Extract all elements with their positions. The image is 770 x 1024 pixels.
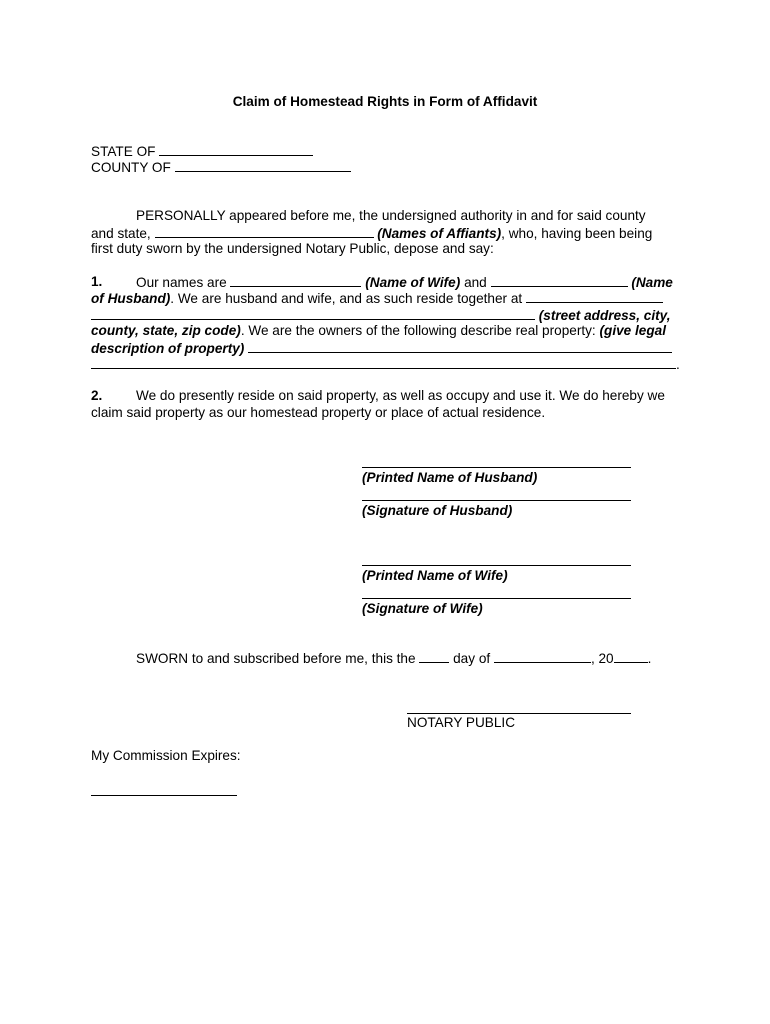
commission-expires-label: My Commission Expires: xyxy=(91,748,241,763)
intro-line-3: first duty sworn by the undersigned Notary Public, depose and say: xyxy=(91,241,494,256)
county-blank[interactable] xyxy=(175,159,351,172)
intro-line-2 xyxy=(91,225,652,242)
legal-desc-blank-1[interactable] xyxy=(248,340,672,353)
para1-line-2 xyxy=(91,290,663,307)
intro-state-text: and state, xyxy=(91,226,151,241)
address-blank-1[interactable] xyxy=(526,290,663,303)
month-blank[interactable] xyxy=(494,650,591,663)
husband-printed-name-line[interactable] xyxy=(362,467,631,468)
county-zip-label: county, state, zip code) xyxy=(91,323,241,338)
affiants-blank[interactable] xyxy=(155,225,374,238)
sworn-end-period: . xyxy=(647,651,652,666)
state-line xyxy=(91,143,313,160)
year-blank[interactable] xyxy=(614,650,648,663)
legal-desc-label-end: description of property) xyxy=(91,341,245,356)
para1-number: 1. xyxy=(91,274,103,289)
wife-signature-label: (Signature of Wife) xyxy=(362,601,483,616)
husband-name-label-start: (Name xyxy=(631,275,673,290)
address-blank-2[interactable] xyxy=(91,307,535,320)
legal-desc-blank-2[interactable] xyxy=(91,356,676,369)
para1-line-5 xyxy=(91,340,672,357)
para2-number: 2. xyxy=(91,388,103,403)
husband-signature-line[interactable] xyxy=(362,500,631,501)
sworn-line xyxy=(136,650,651,667)
husband-signature-label: (Signature of Husband) xyxy=(362,503,513,518)
para1-end-period: . xyxy=(676,357,680,372)
husband-printed-name-label: (Printed Name of Husband) xyxy=(362,470,538,485)
day-of-text: day of xyxy=(453,651,491,666)
and-text: and xyxy=(464,275,487,290)
day-blank[interactable] xyxy=(419,650,449,663)
wife-signature-line[interactable] xyxy=(362,598,631,599)
street-address-label: (street address, city, xyxy=(538,308,671,323)
husband-name-label-end: of Husband) xyxy=(91,291,171,306)
county-label: COUNTY OF xyxy=(91,160,171,175)
county-line xyxy=(91,159,351,176)
para2-line-2: claim said property as our homestead property or place of actual residence. xyxy=(91,405,546,420)
state-label: STATE OF xyxy=(91,144,156,159)
para1-line-6 xyxy=(91,356,680,373)
intro-who-text: , who, having been being xyxy=(501,226,653,241)
year-prefix-text: , 20 xyxy=(590,651,614,666)
affiants-label: (Names of Affiants) xyxy=(377,226,502,241)
document-title: Claim of Homestead Rights in Form of Affidavit xyxy=(232,94,538,109)
wife-printed-name-label: (Printed Name of Wife) xyxy=(362,568,508,583)
owners-text: . We are the owners of the following describe real property: xyxy=(240,323,596,338)
para1-line-1 xyxy=(136,274,673,291)
state-blank[interactable] xyxy=(159,143,313,156)
names-text: Our names are xyxy=(136,275,227,290)
notary-signature-line[interactable] xyxy=(407,713,631,714)
wife-printed-name-line[interactable] xyxy=(362,565,631,566)
para2-line-1: We do presently reside on said property, as well as occupy and use it. We do hereby we xyxy=(136,388,665,403)
husband-name-blank[interactable] xyxy=(491,274,628,287)
wife-name-blank[interactable] xyxy=(230,274,361,287)
wife-name-label: (Name of Wife) xyxy=(365,275,461,290)
notary-public-label: NOTARY PUBLIC xyxy=(407,715,516,730)
para1-line-4 xyxy=(91,323,666,339)
commission-expires-line[interactable] xyxy=(91,795,237,796)
legal-desc-label-start: (give legal xyxy=(599,323,666,338)
para1-line-3 xyxy=(91,307,671,324)
intro-line-1: PERSONALLY appeared before me, the undersigned authority in and for said county xyxy=(136,208,646,223)
reside-text: . We are husband and wife, and as such reside together at xyxy=(170,291,523,306)
sworn-text: SWORN to and subscribed before me, this the xyxy=(136,651,416,666)
